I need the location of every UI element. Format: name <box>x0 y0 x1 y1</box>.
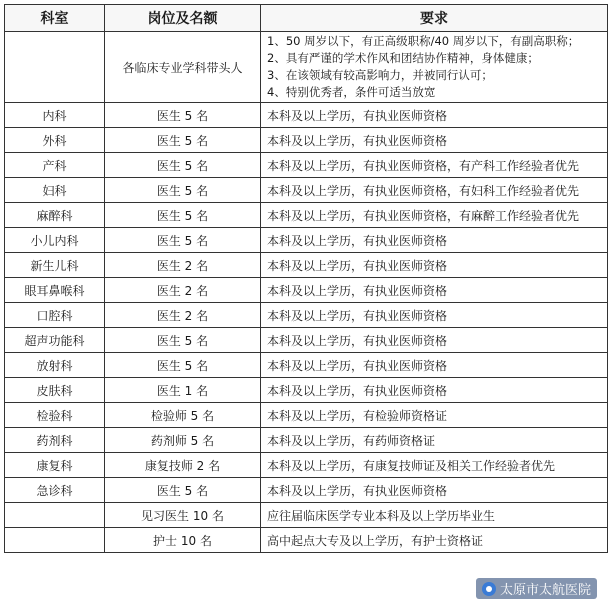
row-dept: 药剂科 <box>5 428 105 453</box>
header-position: 岗位及名额 <box>105 5 261 32</box>
row-dept: 检验科 <box>5 403 105 428</box>
row-dept: 新生儿科 <box>5 253 105 278</box>
row-requirements: 本科及以上学历，有执业医师资格 <box>261 128 608 153</box>
header-row <box>5 5 608 32</box>
table-row <box>5 478 608 503</box>
table-row <box>5 353 608 378</box>
recruitment-table <box>4 4 608 553</box>
row-position: 医生 5 名 <box>105 178 261 203</box>
row-requirements: 本科及以上学历，有执业医师资格，有产科工作经验者优先 <box>261 153 608 178</box>
row-dept <box>5 503 105 528</box>
row-position: 医生 5 名 <box>105 128 261 153</box>
row-position: 医生 5 名 <box>105 103 261 128</box>
row-dept: 放射科 <box>5 353 105 378</box>
row-requirements: 应往届临床医学专业本科及以上学历毕业生 <box>261 503 608 528</box>
table-row <box>5 228 608 253</box>
row-requirements: 本科及以上学历，有执业医师资格，有妇科工作经验者优先 <box>261 178 608 203</box>
row-dept: 超声功能科 <box>5 328 105 353</box>
row-requirements: 本科及以上学历，有检验师资格证 <box>261 403 608 428</box>
row-dept: 产科 <box>5 153 105 178</box>
table-row <box>5 203 608 228</box>
row-position: 医生 5 名 <box>105 153 261 178</box>
row-position: 医生 5 名 <box>105 228 261 253</box>
row-requirements: 本科及以上学历，有药师资格证 <box>261 428 608 453</box>
row-requirements: 本科及以上学历，有执业医师资格 <box>261 353 608 378</box>
table-row <box>5 453 608 478</box>
row-dept: 口腔科 <box>5 303 105 328</box>
table-row <box>5 528 608 553</box>
row-requirements: 本科及以上学历，有执业医师资格 <box>261 303 608 328</box>
row-position: 医生 1 名 <box>105 378 261 403</box>
logo-icon <box>482 582 496 596</box>
row-dept: 皮肤科 <box>5 378 105 403</box>
table-row <box>5 503 608 528</box>
row-dept: 康复科 <box>5 453 105 478</box>
lead-req-line: 2、具有严谨的学术作风和团结协作精神，身体健康； <box>267 51 539 65</box>
row-requirements: 本科及以上学历，有康复技师证及相关工作经验者优先 <box>261 453 608 478</box>
row-dept: 外科 <box>5 128 105 153</box>
row-position: 康复技师 2 名 <box>105 453 261 478</box>
row-requirements: 本科及以上学历，有执业医师资格 <box>261 378 608 403</box>
table-row <box>5 428 608 453</box>
row-dept: 小儿内科 <box>5 228 105 253</box>
row-requirements: 本科及以上学历，有执业医师资格 <box>261 278 608 303</box>
row-dept: 内科 <box>5 103 105 128</box>
row-dept: 眼耳鼻喉科 <box>5 278 105 303</box>
row-position: 医生 5 名 <box>105 203 261 228</box>
row-requirements: 本科及以上学历，有执业医师资格 <box>261 253 608 278</box>
row-position: 药剂师 5 名 <box>105 428 261 453</box>
header-requirements: 要求 <box>261 5 608 32</box>
table-row <box>5 178 608 203</box>
row-position: 检验师 5 名 <box>105 403 261 428</box>
row-requirements: 本科及以上学历，有执业医师资格 <box>261 103 608 128</box>
table-row <box>5 153 608 178</box>
table-row <box>5 403 608 428</box>
lead-req-line: 4、特别优秀者，条件可适当放宽 <box>267 85 436 99</box>
row-position: 医生 2 名 <box>105 303 261 328</box>
row-requirements: 本科及以上学历，有执业医师资格，有麻醉工作经验者优先 <box>261 203 608 228</box>
table-row <box>5 328 608 353</box>
row-requirements: 本科及以上学历，有执业医师资格 <box>261 478 608 503</box>
row-requirements: 高中起点大专及以上学历，有护士资格证 <box>261 528 608 553</box>
lead-requirements <box>261 32 608 103</box>
table-row <box>5 303 608 328</box>
row-dept: 麻醉科 <box>5 203 105 228</box>
table-row <box>5 278 608 303</box>
row-position: 医生 5 名 <box>105 353 261 378</box>
header-dept: 科室 <box>5 5 105 32</box>
row-dept: 妇科 <box>5 178 105 203</box>
lead-row <box>5 32 608 103</box>
table-row <box>5 103 608 128</box>
row-requirements: 本科及以上学历，有执业医师资格 <box>261 328 608 353</box>
lead-position: 各临床专业学科带头人 <box>105 32 261 103</box>
lead-req-line: 3、在该领域有较高影响力，并被同行认可； <box>267 68 493 82</box>
watermark <box>476 578 597 599</box>
row-position: 医生 5 名 <box>105 478 261 503</box>
lead-req-line: 1、50 周岁以下，有正高级职称/40 周岁以下，有副高职称； <box>267 34 580 48</box>
row-dept: 急诊科 <box>5 478 105 503</box>
row-position: 护士 10 名 <box>105 528 261 553</box>
row-dept <box>5 528 105 553</box>
table-row <box>5 128 608 153</box>
watermark-text: 太原市太航医院 <box>499 583 591 598</box>
lead-dept <box>5 32 105 103</box>
table-row <box>5 253 608 278</box>
row-position: 医生 2 名 <box>105 278 261 303</box>
row-position: 医生 5 名 <box>105 328 261 353</box>
table-row <box>5 378 608 403</box>
row-requirements: 本科及以上学历，有执业医师资格 <box>261 228 608 253</box>
row-position: 医生 2 名 <box>105 253 261 278</box>
row-position: 见习医生 10 名 <box>105 503 261 528</box>
